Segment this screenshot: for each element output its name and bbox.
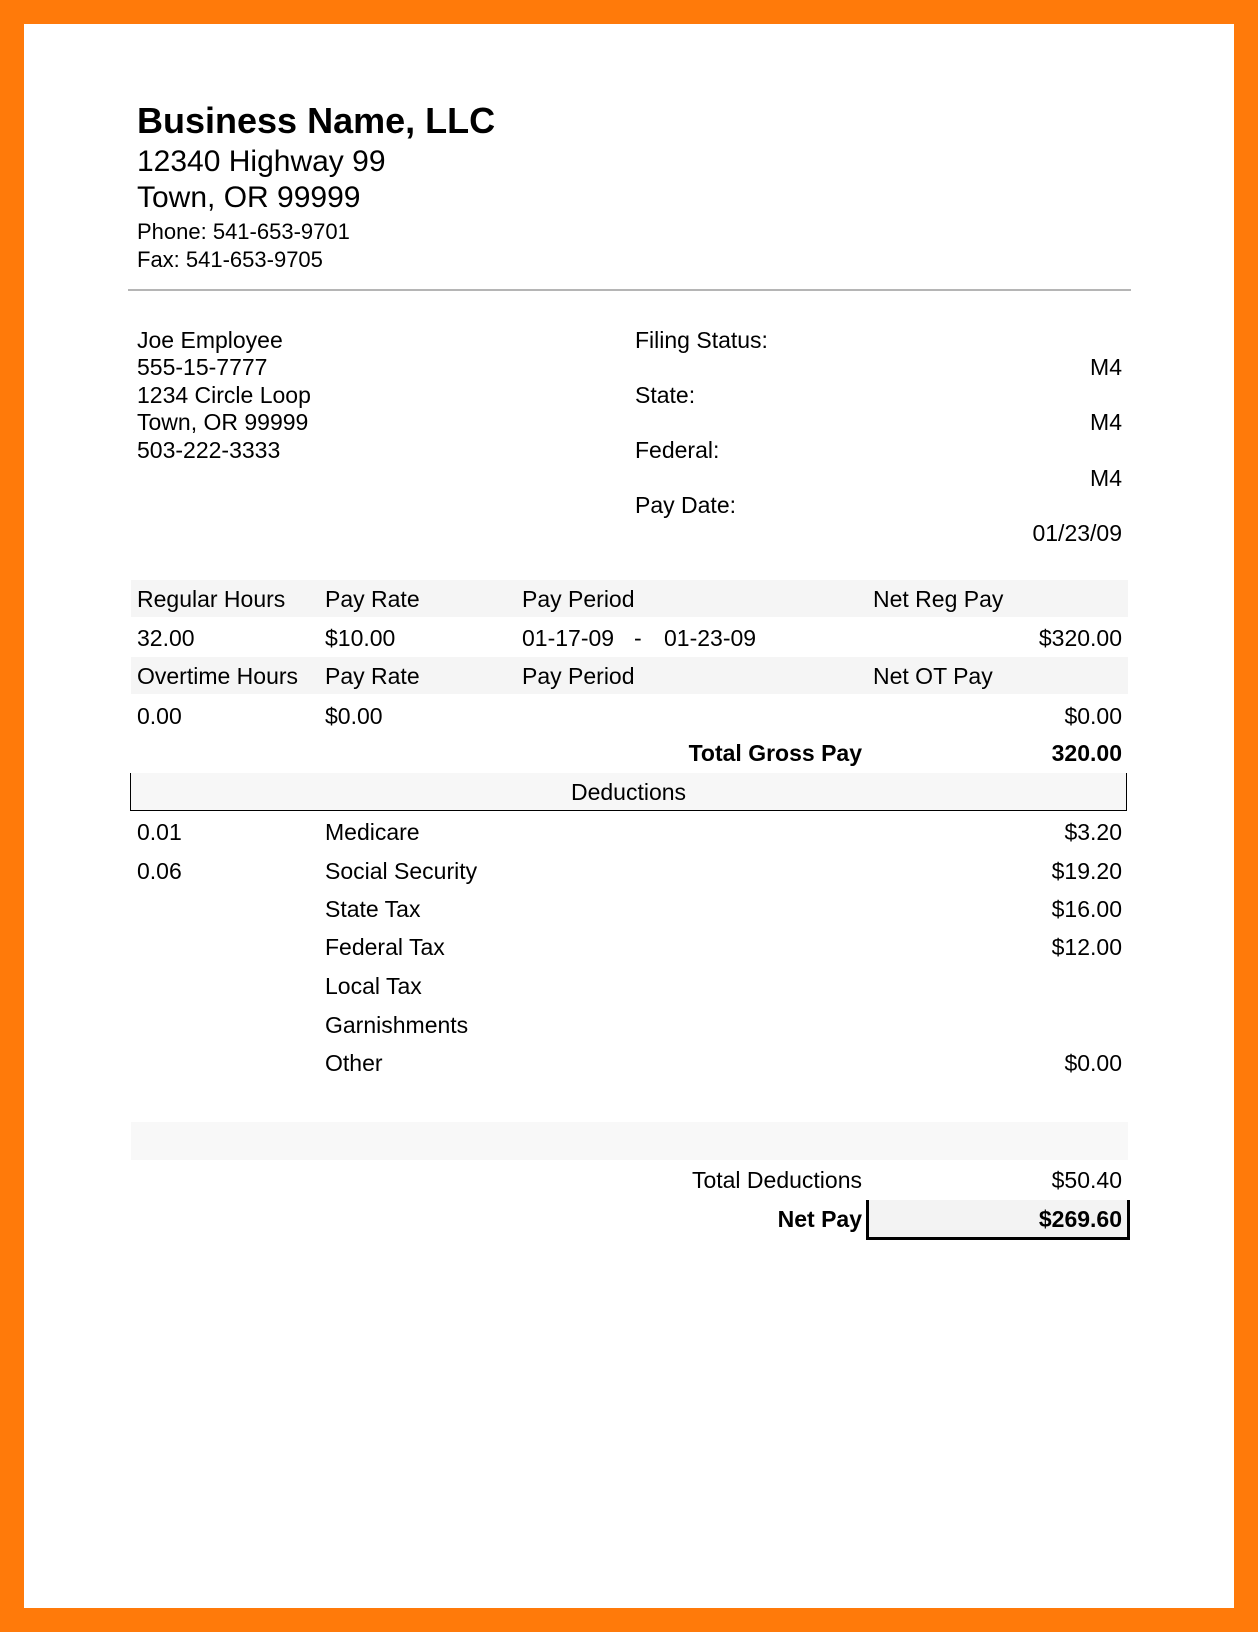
deduction-name-federal-tax: Federal Tax [325, 934, 445, 960]
overtime-period-label: Pay Period [522, 663, 635, 689]
business-fax: Fax: 541-653-9705 [137, 247, 323, 272]
federal-label: Federal: [635, 437, 720, 463]
employee-phone: 503-222-3333 [137, 437, 281, 463]
total-deductions-label: Total Deductions [691, 1167, 862, 1193]
deduction-amount-federal-tax: $12.00 [1051, 934, 1122, 960]
federal-value: M4 [1090, 465, 1122, 491]
business-address-line1: 12340 Highway 99 [137, 145, 386, 178]
overtime-hours-label: Overtime Hours [137, 663, 299, 689]
state-value: M4 [1090, 409, 1122, 435]
total-deductions-value: $50.40 [1051, 1167, 1122, 1193]
net-pay-label: Net Pay [777, 1206, 862, 1232]
overtime-rate-label: Pay Rate [325, 663, 420, 689]
regular-rate-label: Pay Rate [325, 586, 420, 612]
pay-date-value: 01/23/09 [1032, 520, 1122, 546]
overtime-net-label: Net OT Pay [873, 663, 993, 689]
pay-date-label: Pay Date: [635, 492, 736, 518]
employee-street: 1234 Circle Loop [137, 382, 311, 408]
deduction-name-other: Other [325, 1050, 383, 1076]
deduction-rate-medicare: 0.01 [137, 819, 182, 845]
deductions-title: Deductions [570, 779, 687, 805]
deduction-name-garnishments: Garnishments [325, 1012, 469, 1038]
total-gross-label: Total Gross Pay [688, 740, 862, 766]
total-gross-value: 320.00 [1051, 740, 1122, 766]
deduction-name-local-tax: Local Tax [325, 973, 422, 999]
deduction-name-medicare: Medicare [325, 819, 420, 845]
regular-rate-value: $10.00 [325, 625, 396, 651]
business-address-line2: Town, OR 99999 [137, 181, 361, 214]
header-divider [128, 289, 1131, 291]
deduction-rate-social-security: 0.06 [137, 858, 182, 884]
business-name: Business Name, LLC [137, 100, 496, 141]
overtime-rate-value: $0.00 [325, 703, 383, 729]
employee-ssn: 555-15-7777 [137, 354, 268, 380]
overtime-net-value: $0.00 [1064, 703, 1122, 729]
regular-net-value: $320.00 [1038, 625, 1122, 651]
regular-period-start: 01-17-09 [522, 625, 615, 651]
regular-period-separator: - [634, 625, 642, 651]
regular-period-end: 01-23-09 [664, 625, 757, 651]
deduction-name-social-security: Social Security [325, 858, 478, 884]
regular-hours-label: Regular Hours [137, 586, 286, 612]
deduction-amount-other: $0.00 [1064, 1050, 1122, 1076]
business-phone: Phone: 541-653-9701 [137, 219, 350, 244]
filing-status-label: Filing Status: [635, 327, 768, 353]
net-pay-value: $269.60 [1038, 1206, 1122, 1232]
filing-status-value: M4 [1090, 354, 1122, 380]
deduction-amount-social-security: $19.20 [1051, 858, 1122, 884]
regular-hours-value: 32.00 [137, 625, 195, 651]
regular-net-label: Net Reg Pay [873, 586, 1004, 612]
regular-period-label: Pay Period [522, 586, 635, 612]
deduction-amount-medicare: $3.20 [1064, 819, 1122, 845]
deduction-amount-state-tax: $16.00 [1051, 896, 1122, 922]
employee-name: Joe Employee [137, 327, 283, 353]
state-label: State: [635, 382, 696, 408]
overtime-hours-value: 0.00 [137, 703, 182, 729]
employee-city: Town, OR 99999 [137, 409, 309, 435]
spacer-band [131, 1122, 1128, 1160]
deduction-name-state-tax: State Tax [325, 896, 421, 922]
